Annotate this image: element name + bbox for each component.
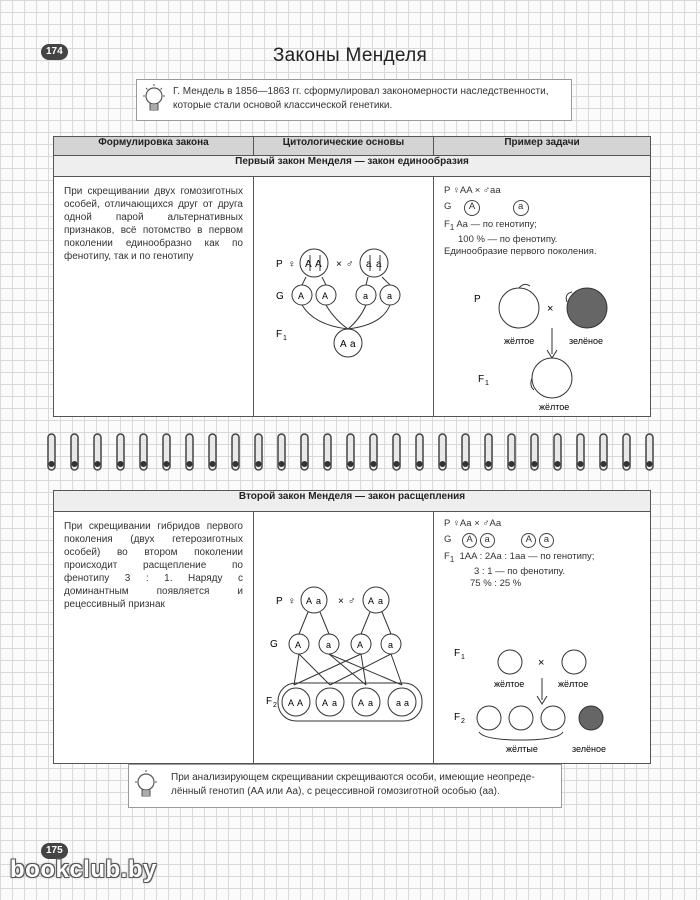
first-law-formulation: При скрещивании двух гомозиготных особей, отличающихся друг от друга одной парой альтернативных признаков, всё потомство в первом поколении единообразно как по фенотипу, так и по генотипу	[54, 177, 254, 417]
bottom-note	[128, 764, 562, 808]
example2-g-label: G	[444, 534, 452, 545]
example2-p-line: P ♀Aa × ♂Aa	[444, 518, 502, 529]
binder-ring	[623, 434, 630, 470]
first-law-cytology	[254, 177, 434, 417]
binder-ring	[554, 434, 561, 470]
lightbulb-icon	[140, 83, 168, 117]
first-law-title: Первый закон Менделя — закон единообразия	[54, 156, 651, 177]
svg-text:a: a	[368, 698, 374, 708]
svg-text:a: a	[396, 698, 402, 708]
bottom-note-line1: При анализирующем скрещивании скрещиваются особи, имеющие неопреде-	[171, 772, 535, 783]
page-title: Законы Менделя	[272, 45, 428, 66]
example2-gamete-1: A	[462, 533, 477, 548]
second-law-example	[434, 512, 651, 764]
second-law-example-text	[444, 518, 649, 590]
female-icon: ♀	[288, 259, 296, 270]
binder-ring	[209, 434, 216, 470]
male-icon: ♂	[346, 259, 354, 270]
example2-gamete-2: a	[480, 533, 495, 548]
example2-percent: 75 % : 25 %	[470, 577, 522, 589]
binder-ring	[416, 434, 423, 470]
svg-text:a: a	[404, 698, 410, 708]
svg-text:a: a	[376, 259, 382, 270]
cyto2-f2-label: F	[266, 696, 273, 707]
svg-text:a: a	[366, 259, 372, 270]
first-law-example-text	[444, 185, 644, 258]
svg-text:A: A	[368, 596, 375, 606]
binder-ring	[140, 434, 147, 470]
binder-ring	[278, 434, 285, 470]
cyto2-f2-subscript: 2	[273, 702, 277, 709]
binder-ring	[186, 434, 193, 470]
header-cytology: Цитологические основы	[254, 137, 434, 156]
svg-text:a: a	[332, 698, 338, 708]
example2-phenotype: 3 : 1 — по фенотипу.	[474, 565, 565, 577]
cyto2-p-label: P	[276, 596, 283, 607]
binder-ring	[255, 434, 262, 470]
cyto-g-label: G	[276, 291, 284, 302]
page-number-bottom: 175	[41, 843, 68, 859]
first-law-example	[434, 177, 651, 417]
binder-ring	[508, 434, 515, 470]
pea2-yellow-label-a: жёлтое	[494, 679, 525, 689]
pea2-yellow-plural-label: жёлтые	[506, 744, 538, 754]
binder-ring	[531, 434, 538, 470]
second-law-formulation: При скрещивании гибридов первого поколения (двух гетерозиготных особей) во втором поколении происходит расщепление по фенотипу 3 : 1. Наряду с доминантным появляется и рецессивный признак	[54, 512, 254, 764]
bottom-note-line2: лённый генотип (AA или Aa), с рецессивной гомозиготной особью (aa).	[171, 786, 500, 797]
first-law-table	[53, 136, 651, 417]
example-f1-genotype: Aa — по генотипу;	[456, 219, 537, 230]
example-g-label: G	[444, 201, 452, 212]
svg-text:1: 1	[485, 380, 489, 387]
example-gamete-b: a	[513, 200, 529, 216]
example2-gamete-4: a	[539, 533, 554, 548]
svg-text:a: a	[326, 640, 332, 650]
binder-ring	[577, 434, 584, 470]
pea2-f2-label: F	[454, 712, 461, 723]
pea-cross-symbol: ×	[547, 303, 554, 315]
svg-text:A: A	[295, 640, 302, 650]
binder-ring	[163, 434, 170, 470]
svg-text:A: A	[358, 698, 365, 708]
example-f1-note: Единообразие первого поколения.	[444, 245, 597, 257]
binder-ring	[94, 434, 101, 470]
binder-ring	[71, 434, 78, 470]
pea-green-label: зелёное	[569, 336, 603, 346]
intro-note-line1: Г. Мендель в 1856—1863 гг. сформулировал закономерности наследственности,	[173, 86, 549, 97]
binder-ring	[324, 434, 331, 470]
binder-ring	[462, 434, 469, 470]
svg-text:A: A	[322, 698, 329, 708]
pea-f1-yellow-label: жёлтое	[539, 402, 570, 412]
second-law-title-row	[54, 491, 651, 512]
intro-note	[136, 79, 572, 121]
header-example: Пример задачи	[434, 137, 651, 156]
svg-text:a: a	[363, 291, 369, 301]
second-law-cytology-diagram	[254, 512, 434, 758]
svg-text:A: A	[305, 259, 312, 270]
male-icon-2: ♂	[348, 596, 356, 607]
svg-text:a: a	[316, 596, 322, 606]
svg-text:A: A	[315, 259, 322, 270]
watermark: bookclub.by	[10, 856, 157, 883]
cyto-f1-subscript: 1	[283, 335, 287, 342]
binder-ring	[485, 434, 492, 470]
example-f1-phenotype: 100 % — по фенотипу.	[458, 233, 558, 245]
binder-ring	[393, 434, 400, 470]
example2-f1-label: F	[444, 551, 450, 562]
first-law-cytology-diagram	[254, 177, 434, 411]
header-formulation: Формулировка закона	[54, 137, 254, 156]
binder-ring	[232, 434, 239, 470]
allele-recessive: a	[350, 339, 356, 350]
spiral-binding	[40, 432, 660, 474]
intro-note-text	[173, 85, 549, 113]
svg-text:F: F	[478, 374, 485, 385]
svg-text:A: A	[322, 291, 329, 301]
cyto-p-label: P	[276, 259, 283, 270]
binder-ring	[646, 434, 653, 470]
example-f1-label: F	[444, 219, 450, 230]
example-gamete-a: A	[464, 200, 480, 216]
pea-diagram-second-law	[434, 620, 651, 760]
allele-dominant: A	[340, 339, 347, 350]
pea2-f1-label: F	[454, 648, 461, 659]
example2-f1-subscript: 1	[449, 554, 455, 564]
binder-ring	[301, 434, 308, 470]
svg-text:A: A	[306, 596, 313, 606]
pea2-yellow-label-b: жёлтое	[558, 679, 589, 689]
pea-diagram-first-law	[434, 272, 651, 412]
example2-genotype: 1AA : 2Aa : 1aa — по генотипу;	[459, 551, 595, 562]
binder-ring	[370, 434, 377, 470]
svg-text:A: A	[288, 698, 295, 708]
pea2-cross-symbol: ×	[538, 657, 545, 669]
pea2-f2-subscript: 2	[461, 718, 465, 725]
pea2-f1-subscript: 1	[461, 654, 465, 661]
bottom-note-text	[171, 771, 535, 799]
example-f1-subscript: 1	[449, 222, 455, 232]
table-header-row	[54, 137, 651, 156]
binder-ring	[439, 434, 446, 470]
first-law-row	[54, 177, 651, 417]
binder-ring	[48, 434, 55, 470]
cross-symbol: ×	[336, 259, 342, 270]
pea2-green-label: зелёное	[572, 744, 606, 754]
cross-symbol-2: ×	[338, 596, 344, 607]
example-p-line: P ♀AA × ♂aa	[444, 185, 501, 196]
cyto2-g-label: G	[270, 639, 278, 650]
binder-ring	[117, 434, 124, 470]
page-number-top: 174	[41, 44, 68, 60]
svg-text:a: a	[378, 596, 384, 606]
example2-gamete-3: A	[521, 533, 536, 548]
binder-ring	[600, 434, 607, 470]
second-law-table	[53, 490, 651, 764]
intro-note-line2: которые стали основой классической генетики.	[173, 100, 393, 111]
cyto-f1-label: F	[276, 329, 283, 340]
pea-p-label: P	[474, 294, 481, 305]
pea-yellow-label: жёлтое	[504, 336, 535, 346]
second-law-title: Второй закон Менделя — закон расщепления	[54, 491, 651, 512]
lightbulb-icon-bottom	[132, 769, 160, 803]
svg-text:A: A	[297, 698, 304, 708]
svg-text:A: A	[357, 640, 364, 650]
first-law-title-row	[54, 156, 651, 177]
svg-text:a: a	[388, 640, 394, 650]
binder-ring	[347, 434, 354, 470]
female-icon-2: ♀	[288, 596, 296, 607]
svg-text:a: a	[387, 291, 393, 301]
svg-text:A: A	[298, 291, 305, 301]
second-law-cytology	[254, 512, 434, 764]
second-law-row	[54, 512, 651, 764]
